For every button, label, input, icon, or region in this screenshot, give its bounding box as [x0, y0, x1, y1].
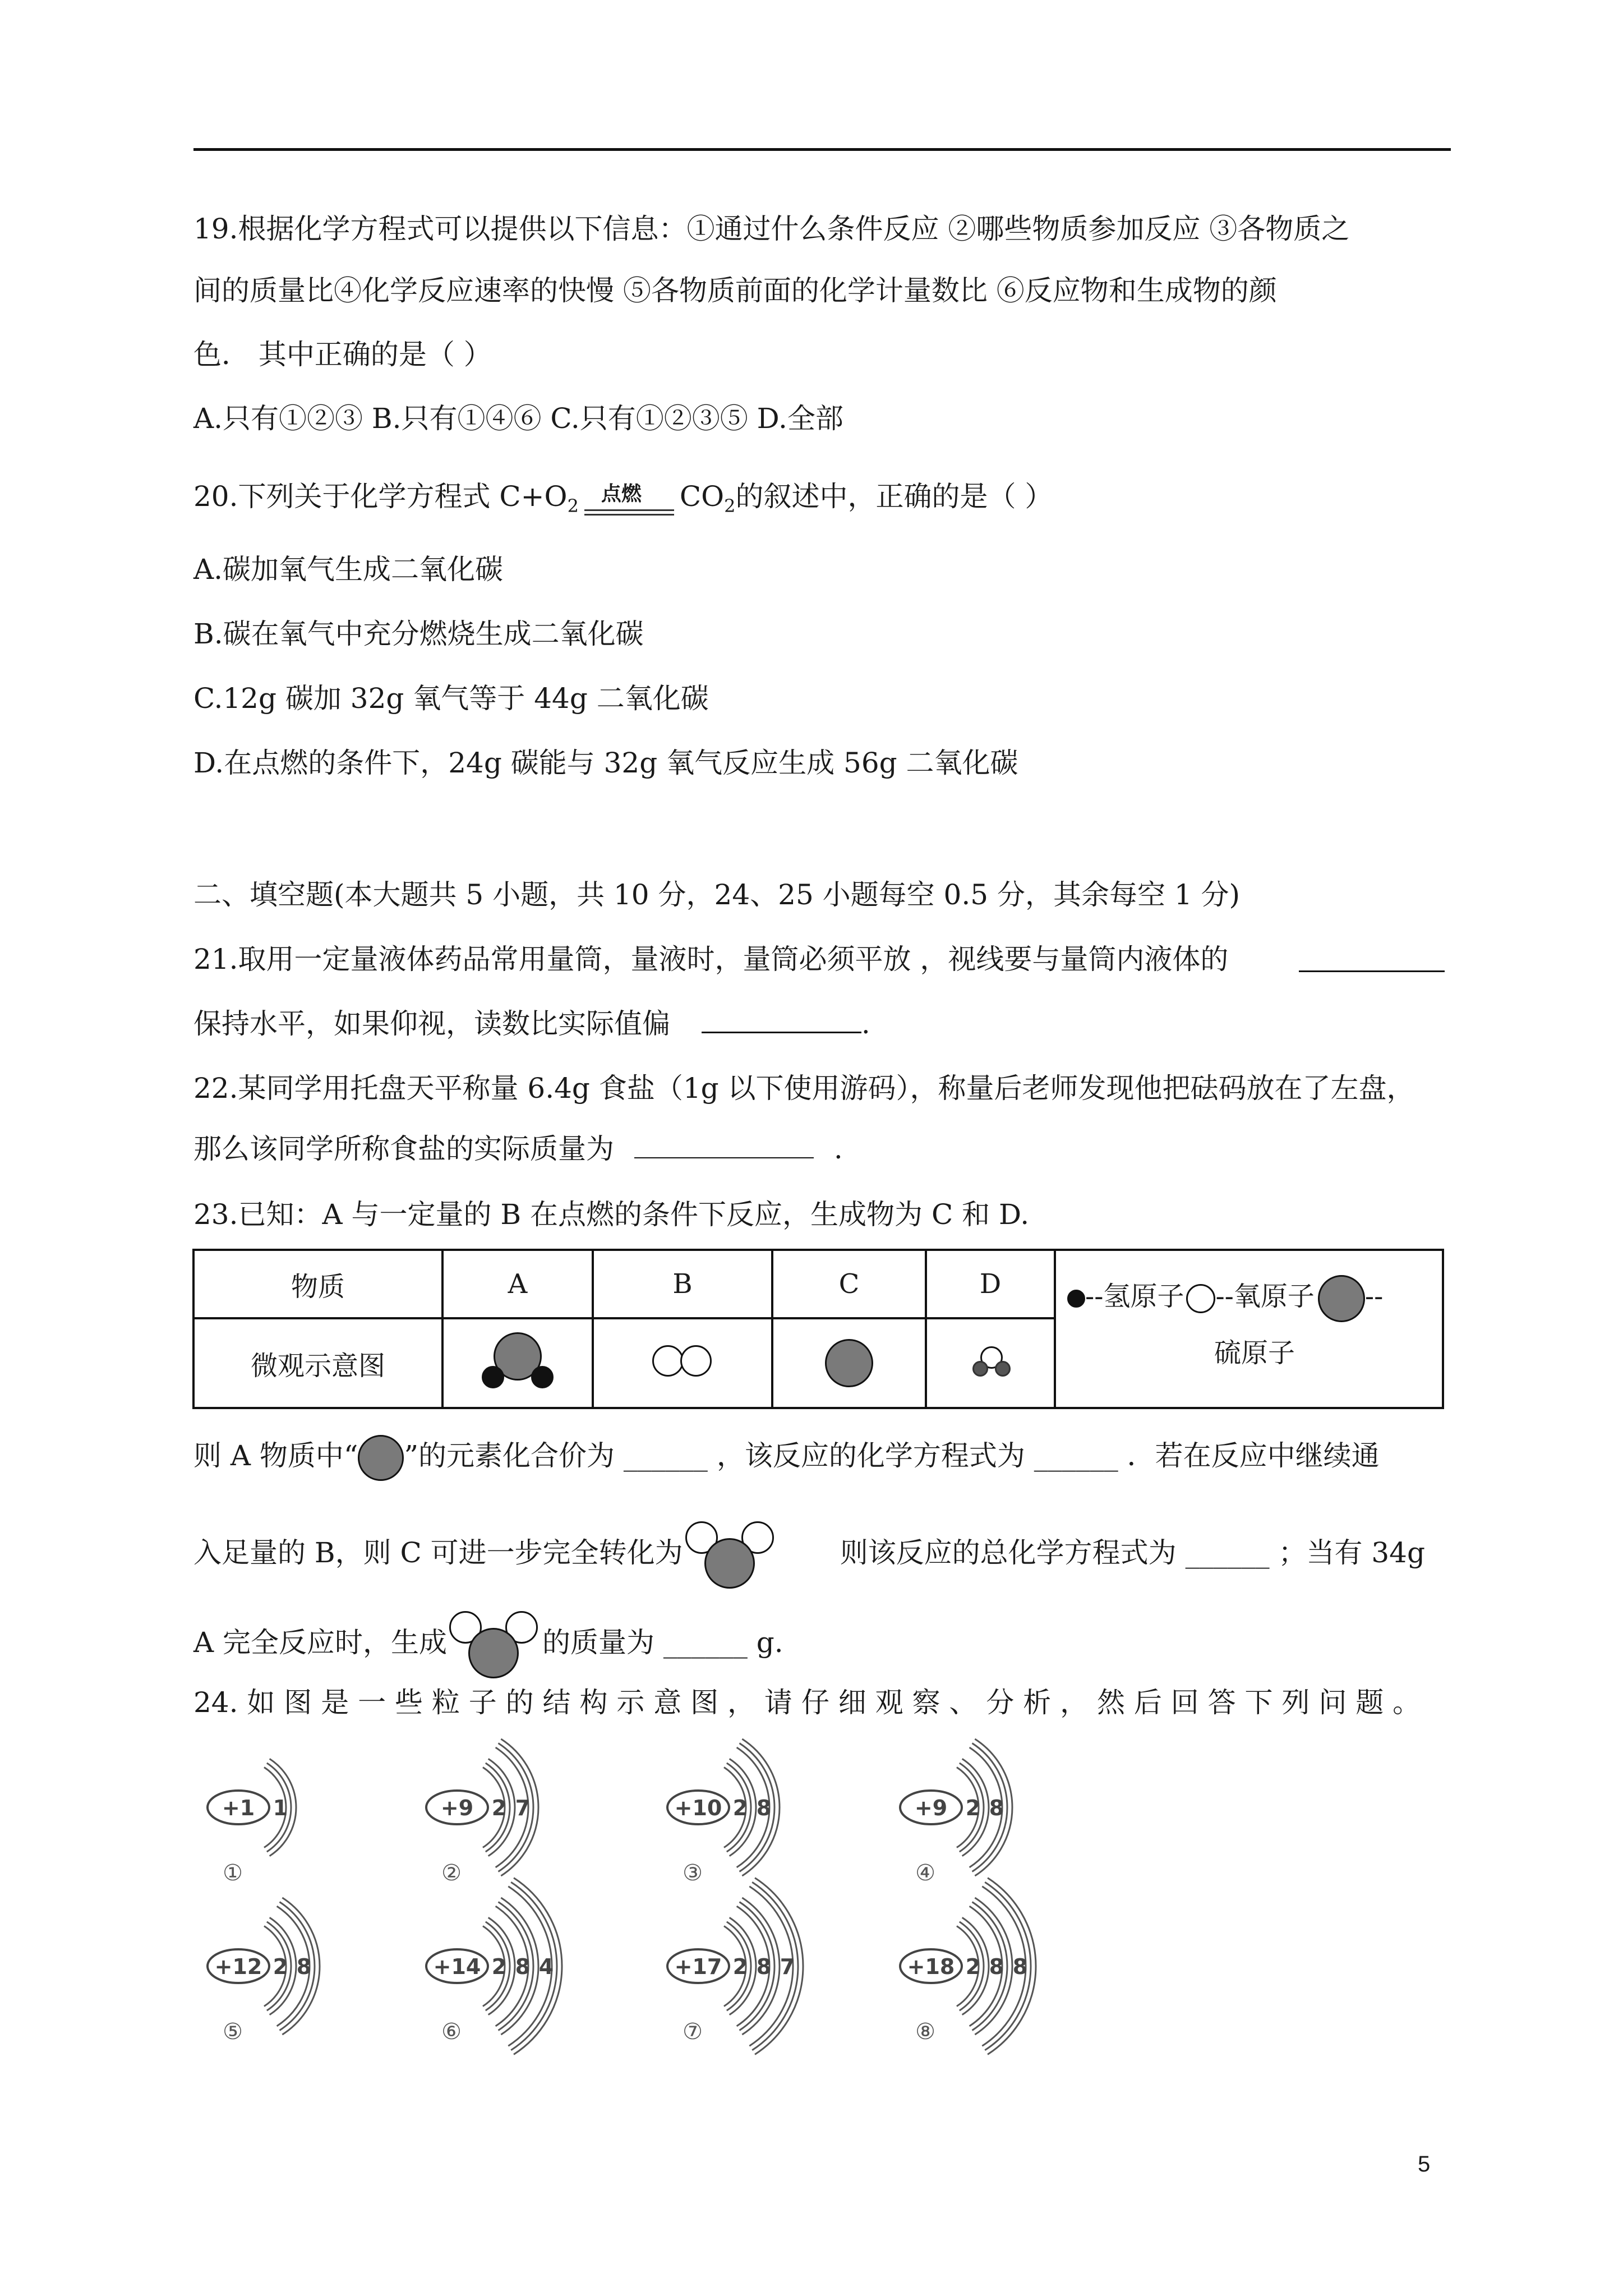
shell-electron-count: 4: [538, 1954, 554, 1979]
table-row-label: 微观示意图: [193, 1318, 442, 1408]
diagram-label: ④: [915, 1860, 935, 1886]
q23-stem: 23.已知：A 与一定量的 B 在点燃的条件下反应，生成物为 C 和 D.: [193, 1198, 1030, 1231]
q23-line2-start: 入足量的 B，则 C 可进一步完全转化为: [193, 1536, 683, 1569]
q23-line1-rest: ”的元素化合价为 ______ ，该反应的化学方程式为 ______ ．若在反应中继续通: [404, 1439, 1380, 1472]
table-header-c: C: [772, 1250, 926, 1318]
shell-electron-count: 7: [515, 1796, 531, 1820]
q24-stem: 24. 如 图 是 一 些 粒 子 的 结 构 示 意 图 ， 请 仔 细 观 察 、 分 析 ， 然 后 回 答 下 列 问 题 。: [193, 1686, 1421, 1719]
q23-line2-rest: 则该反应的总化学方程式为 ______ ；当有 34g: [840, 1536, 1425, 1569]
shell-electron-count: 2: [491, 1954, 507, 1979]
diagram-label: ③: [683, 1860, 703, 1886]
legend-oxygen: --氧原子: [1215, 1281, 1315, 1313]
shell-electron-count: 8: [989, 1796, 1004, 1820]
q20-stem-suffix: 的叙述中，正确的是（ ）: [735, 480, 1053, 513]
shell-electron-count: 1: [273, 1796, 288, 1820]
nucleus-charge: +9: [914, 1796, 948, 1820]
nucleus-charge: +17: [674, 1954, 722, 1979]
shell-electron-count: 2: [732, 1954, 748, 1979]
q20-option-b: B.碳在氧气中充分燃烧生成二氧化碳: [193, 618, 644, 650]
diagram-label: ⑤: [223, 2019, 243, 2045]
page-number: 5: [1418, 2152, 1431, 2177]
diagram-label: ⑦: [683, 2019, 703, 2045]
q20-o2-subscript: 2: [567, 495, 579, 517]
q19-line3: 色． 其中正确的是（ ）: [193, 338, 492, 371]
q23-line1-start: 则 A 物质中“: [193, 1439, 358, 1472]
diagram-label: ⑥: [441, 2019, 462, 2045]
table-header-a: A: [442, 1250, 593, 1318]
legend-sulfur-label: 硫原子: [1214, 1337, 1295, 1369]
q20-product: CO: [679, 480, 725, 513]
nucleus-charge: +18: [907, 1954, 955, 1979]
q20-option-c: C.12g 碳加 32g 氧气等于 44g 二氧化碳: [193, 682, 709, 715]
q22-period: .: [833, 1133, 843, 1165]
diagram-label: ①: [223, 1860, 243, 1886]
shell-electron-count: 7: [780, 1954, 795, 1979]
shell-electron-count: 2: [491, 1796, 507, 1820]
q21-line1: 21.取用一定量液体药品常用量筒，量液时，量筒必须平放 ，视线要与量筒内液体的: [193, 943, 1229, 976]
nucleus-charge: +10: [674, 1796, 722, 1820]
q20-co2-subscript: 2: [724, 495, 736, 517]
q19-options: A.只有①②③ B.只有①④⑥ C.只有①②③⑤ D.全部: [193, 402, 843, 435]
nucleus-charge: +9: [440, 1796, 474, 1820]
q21-period: .: [861, 1007, 870, 1040]
shell-electron-count: 8: [296, 1954, 312, 1979]
nucleus-charge: +14: [433, 1954, 481, 1979]
shell-electron-count: 8: [756, 1954, 772, 1979]
q22-line2-text: 那么该同学所称食盐的实际质量为: [193, 1133, 614, 1165]
q19-line2: 间的质量比④化学反应速率的快慢 ⑤各物质前面的化学计量数比 ⑥反应物和生成物的颜: [193, 274, 1277, 307]
diagram-label: ②: [441, 1860, 462, 1886]
shell-electron-count: 8: [989, 1954, 1004, 1979]
nucleus-charge: +12: [214, 1954, 262, 1979]
q19-line1: 19.根据化学方程式可以提供以下信息：①通过什么条件反应 ②哪些物质参加反应 ③各物质之: [193, 213, 1350, 245]
legend-hydrogen: --氢原子: [1085, 1281, 1184, 1313]
shell-electron-count: 8: [1012, 1954, 1028, 1979]
shell-electron-count: 2: [732, 1796, 748, 1820]
table-header-b: B: [593, 1250, 772, 1318]
shell-electron-count: 8: [756, 1796, 772, 1820]
table-header-substance: 物质: [193, 1250, 442, 1318]
legend-sulfur-dash: --: [1364, 1281, 1384, 1313]
q20-option-a: A.碳加氧气生成二氧化碳: [193, 553, 504, 586]
shell-electron-count: 2: [273, 1954, 288, 1979]
nucleus-charge: +1: [222, 1796, 255, 1820]
diagram-label: ⑧: [915, 2019, 935, 2045]
q20-stem-prefix: 20.下列关于化学方程式 C+O: [193, 480, 568, 513]
q23-line3-rest: 的质量为 ______ g.: [542, 1626, 783, 1659]
shell-electron-count: 2: [965, 1954, 981, 1979]
table-header-d: D: [926, 1250, 1055, 1318]
section-heading: 二、填空题(本大题共 5 小题，共 10 分，24、25 小题每空 0.5 分，其余每空 1 分): [193, 878, 1241, 911]
q23-line3-start: A 完全反应时，生成: [193, 1626, 448, 1659]
shell-electron-count: 2: [965, 1796, 981, 1820]
q22-line1: 22.某同学用托盘天平称量 6.4g 食盐（1g 以下使用游码），称量后老师发现他把砝码放在了左盘，: [193, 1072, 1415, 1105]
shell-electron-count: 8: [515, 1954, 531, 1979]
condition-label: 点燃: [601, 482, 642, 505]
q20-option-d: D.在点燃的条件下，24g 碳能与 32g 氧气反应生成 56g 二氧化碳: [193, 747, 1018, 779]
q21-line2-text: 保持水平，如果仰视，读数比实际值偏: [193, 1007, 670, 1040]
